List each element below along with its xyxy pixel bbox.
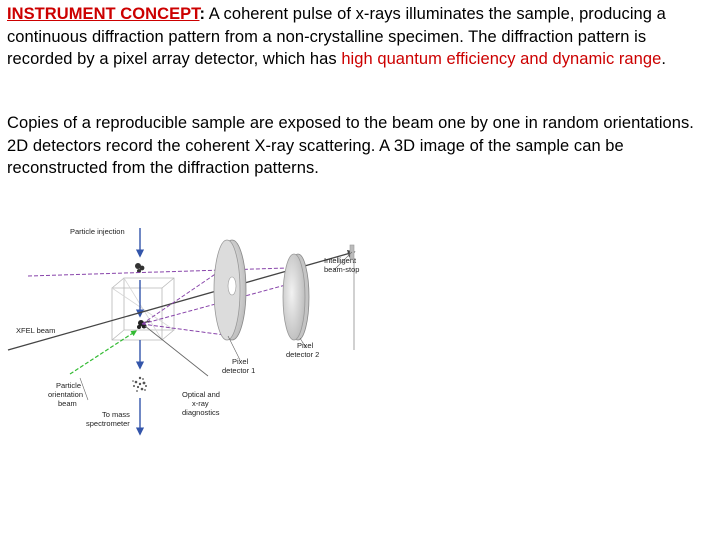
label-pixel-2-b: detector 2 [286, 350, 320, 359]
diagnostics-line [145, 326, 208, 376]
orientation-beam [70, 331, 136, 374]
intro-end: . [661, 50, 666, 68]
label-particle-c: beam [58, 399, 77, 408]
label-xfel-beam: XFEL beam [16, 326, 56, 335]
method-paragraph: Copies of a reproducible sample are exposed to the beam one by one in random orientations. 2D detectors record the coherent X-ray scattering. A 3D image of the sample can be reconstructed from the diffraction patterns. [7, 114, 694, 177]
label-optical-a: Optical and [182, 390, 220, 399]
label-particle-a: Particle [56, 381, 82, 390]
label-mass-b: spectrometer [86, 419, 130, 428]
particle-fragments [132, 377, 147, 392]
label-optical-b: x-ray [192, 399, 209, 408]
highlight-text: high quantum efficiency and dynamic range [341, 50, 662, 68]
heading-colon: : [199, 5, 206, 23]
label-beamstop: beam-stop [324, 265, 360, 274]
label-optical-c: diagnostics [182, 408, 220, 417]
label-mass-a: To mass [102, 410, 130, 419]
intro-text: A coherent pulse of x-rays illuminates the sample, producing a continuous diffraction pattern from a non-crystalline specimen. The diffraction pattern is recorded by a pixel array detector, which has [7, 5, 666, 68]
label-particle-injection: Particle injection [70, 227, 125, 236]
label-intelligent: Intelligent [324, 256, 357, 265]
label-pixel-2-a: Pixel [297, 341, 314, 350]
label-pixel-1-a: Pixel [232, 357, 249, 366]
particle-top [135, 263, 144, 273]
pixel-detector-2 [283, 254, 309, 340]
label-particle-b: orientation [48, 390, 84, 399]
label-pixel-1-b: detector 1 [222, 366, 256, 375]
pixel-detector-1 [214, 240, 246, 340]
instrument-concept-heading: INSTRUMENT CONCEPT [7, 5, 200, 23]
